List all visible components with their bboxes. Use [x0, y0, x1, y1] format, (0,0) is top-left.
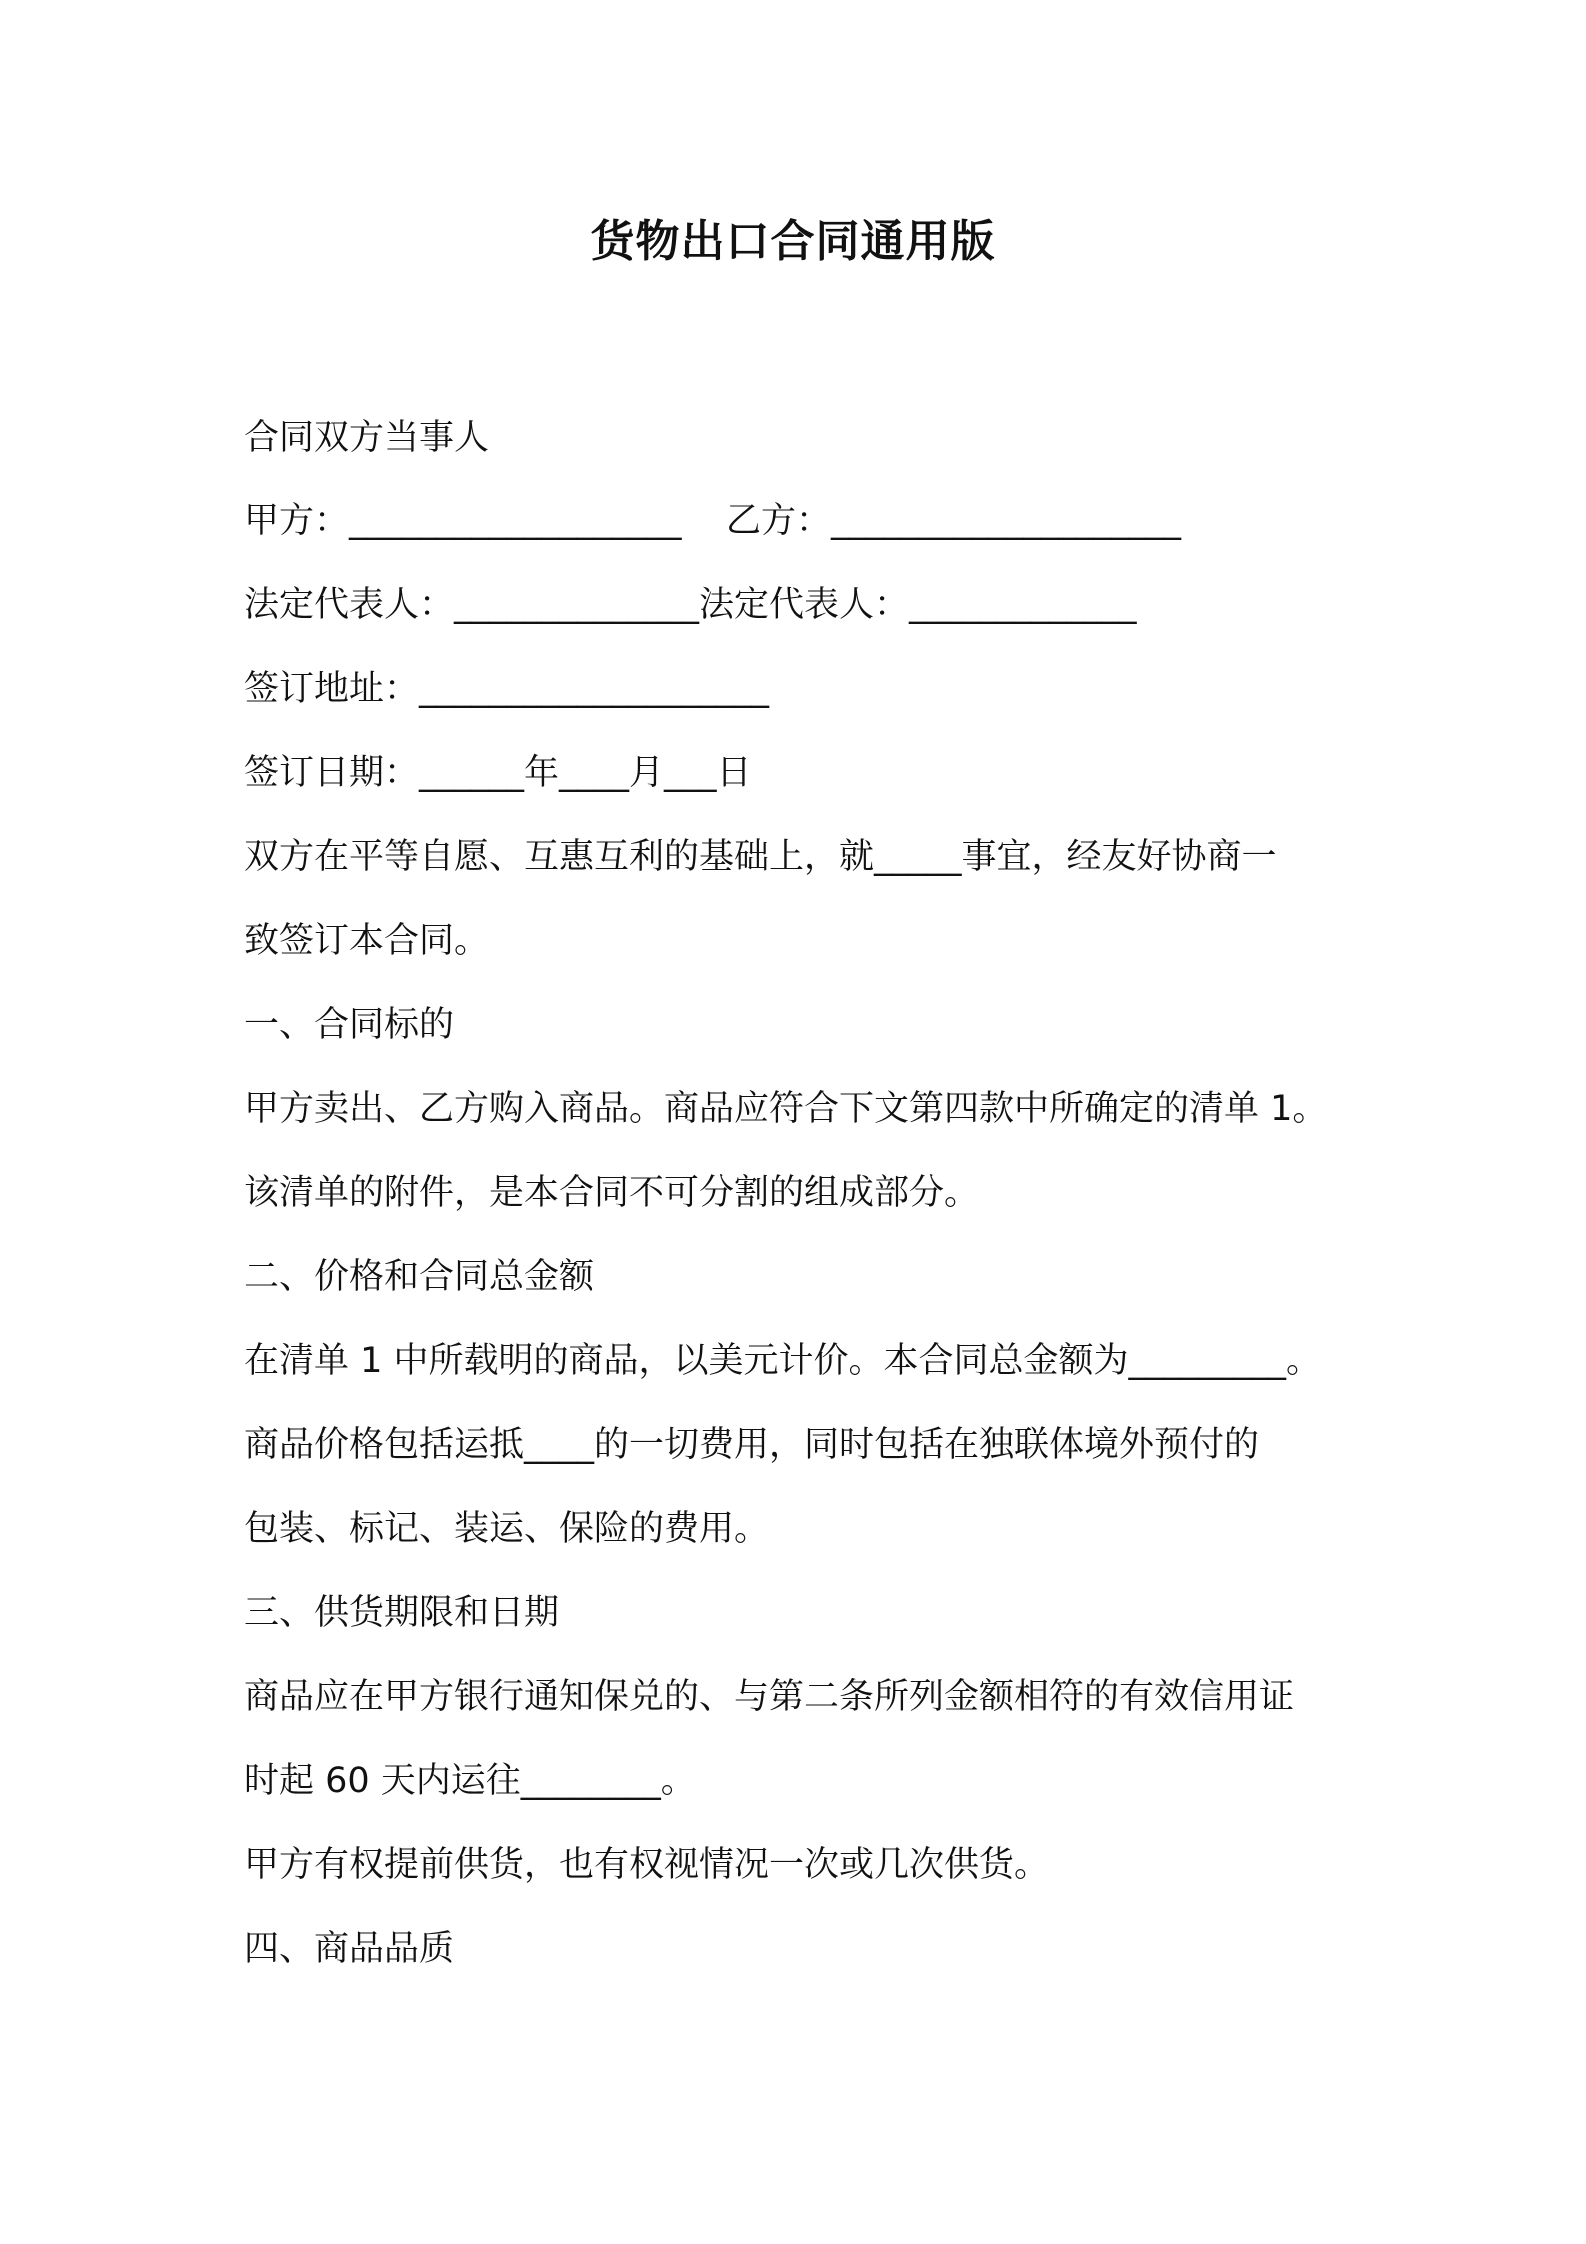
legal-representatives-line: 法定代表人：______________法定代表人：_____________	[244, 585, 1137, 625]
parties-heading: 合同双方当事人	[244, 418, 490, 458]
section-1-text-1: 甲方卖出、乙方购入商品。商品应符合下文第四款中所确定的清单 1。	[244, 1089, 1328, 1129]
section-4-heading: 四、商品品质	[244, 1929, 455, 1969]
signing-address-line: 签订地址：____________________	[244, 669, 770, 709]
section-3-text-1: 商品应在甲方银行通知保兑的、与第二条所列金额相符的有效信用证	[244, 1677, 1295, 1717]
section-2-text-2: 商品价格包括运抵____的一切费用，同时包括在独联体境外预付的	[244, 1425, 1260, 1465]
section-3-heading: 三、供货期限和日期	[244, 1593, 560, 1633]
party-a-b-line: 甲方：___________________ 乙方：____________________	[244, 501, 1182, 541]
section-3-text-2: 时起 60 天内运往________。	[244, 1761, 696, 1801]
section-2-text-3: 包装、标记、装运、保险的费用。	[244, 1509, 770, 1549]
preamble-line-1: 双方在平等自愿、互惠互利的基础上，就_____事宜，经友好协商一	[244, 837, 1277, 877]
section-1-heading: 一、合同标的	[244, 1005, 455, 1045]
document-title: 货物出口合同通用版	[590, 216, 996, 267]
signing-date-line: 签订日期：______年____月___日	[244, 753, 752, 793]
section-2-heading: 二、价格和合同总金额	[244, 1257, 595, 1297]
section-2-text-1: 在清单 1 中所载明的商品，以美元计价。本合同总金额为_________。	[244, 1341, 1322, 1381]
preamble-line-2: 致签订本合同。	[244, 921, 490, 961]
section-3-text-3: 甲方有权提前供货，也有权视情况一次或几次供货。	[244, 1845, 1050, 1885]
section-1-text-2: 该清单的附件，是本合同不可分割的组成部分。	[244, 1173, 980, 1213]
